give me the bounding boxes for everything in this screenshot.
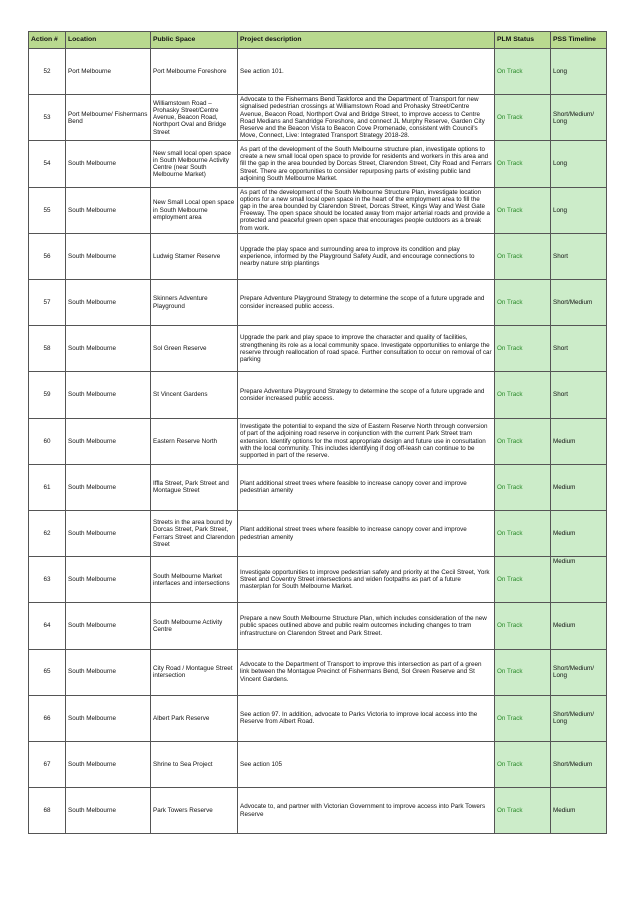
table-row bbox=[29, 233, 607, 279]
action-number-cell: 61 bbox=[29, 464, 66, 510]
public-space-cell: Williamstown Road – Prohasky Street/Centre Avenue, Beacon Road, Northport Oval and Bridge Street bbox=[151, 95, 238, 141]
action-number-cell: 57 bbox=[29, 280, 66, 326]
description-cell: Advocate to the Department of Transport to improve this intersection as part of a green link between the Montague Precinct of Fishermans Bend, Sol Green Reserve and St Vincent Gardens. bbox=[238, 649, 495, 695]
public-space-cell: City Road / Montague Street intersection bbox=[151, 649, 238, 695]
plm-status-cell: On Track bbox=[495, 510, 551, 556]
table-row bbox=[29, 510, 607, 556]
table-row bbox=[29, 280, 607, 326]
action-number-cell: 56 bbox=[29, 233, 66, 279]
public-space-cell: Sol Green Reserve bbox=[151, 326, 238, 372]
header-location: Location bbox=[66, 32, 151, 49]
description-cell: Upgrade the park and play space to improve the character and quality of facilities, strengthening its role as a local community space. Investigate opportunities to enlarge the reserve through reallocation of road space. Further consultation to occur on removal of car parking bbox=[238, 326, 495, 372]
table-row bbox=[29, 464, 607, 510]
description-cell: As part of the development of the South Melbourne structure plan, investigate options to create a new small local open space to provide for residents and workers in this area and fill the gap in the area bounded by Dorcas Street, Clarendon Street, City Road and Ferrars Street. There are opportunities to consider repurposing parts of existing public land adjoining South Melbourne Market. bbox=[238, 141, 495, 187]
description-cell: Investigate the potential to expand the size of Eastern Reserve North through conversion of part of the adjoining road reserve in conjunction with the current Park Street tram extension. Identify options for the most appropriate design and future use in consultation with the local community. This includes identifying if dog off-leash can continue to be supported in part of the reserve. bbox=[238, 418, 495, 464]
plm-status-cell: On Track bbox=[495, 788, 551, 834]
action-number-cell: 55 bbox=[29, 187, 66, 233]
public-space-cell: New small local open space in South Melbourne Activity Centre (near South Melbourne Market) bbox=[151, 141, 238, 187]
table-row bbox=[29, 141, 607, 187]
public-space-cell: Iffla Street, Park Street and Montague Street bbox=[151, 464, 238, 510]
description-cell: Prepare a new South Melbourne Structure Plan, which includes consideration of the new public spaces outlined above and public realm outcomes including changes to tram infrastructure on Clarendon Street and Park Street. bbox=[238, 603, 495, 649]
plm-status-cell: On Track bbox=[495, 464, 551, 510]
header-description: Project description bbox=[238, 32, 495, 49]
description-cell: See action 97. In addition, advocate to Parks Victoria to improve local access into the Reserve from Albert Road. bbox=[238, 695, 495, 741]
table-row bbox=[29, 187, 607, 233]
plm-status-cell: On Track bbox=[495, 372, 551, 418]
header-plm-status: PLM Status bbox=[495, 32, 551, 49]
public-space-cell: Skinners Adventure Playground bbox=[151, 280, 238, 326]
location-cell: South Melbourne bbox=[66, 695, 151, 741]
action-number-cell: 58 bbox=[29, 326, 66, 372]
action-number-cell: 59 bbox=[29, 372, 66, 418]
table-row bbox=[29, 741, 607, 787]
description-cell: Advocate to, and partner with Victorian Government to improve access into Park Towers Reserve bbox=[238, 788, 495, 834]
table-row bbox=[29, 603, 607, 649]
location-cell: South Melbourne bbox=[66, 280, 151, 326]
description-cell: Upgrade the play space and surrounding area to improve its condition and play experience, informed by the Playground Safety Audit, and encourage connections to nearby nature strip plantings bbox=[238, 233, 495, 279]
public-space-cell: Port Melbourne Foreshore bbox=[151, 49, 238, 95]
table-row bbox=[29, 49, 607, 95]
plm-status-cell: On Track bbox=[495, 280, 551, 326]
action-number-cell: 63 bbox=[29, 557, 66, 603]
pss-timeline-cell: Medium bbox=[551, 788, 607, 834]
pss-timeline-cell: Long bbox=[551, 141, 607, 187]
plm-status-cell: On Track bbox=[495, 418, 551, 464]
action-number-cell: 67 bbox=[29, 741, 66, 787]
pss-timeline-cell: Medium bbox=[551, 418, 607, 464]
pss-timeline-cell: Short/Medium bbox=[551, 280, 607, 326]
location-cell: South Melbourne bbox=[66, 187, 151, 233]
pss-timeline-cell: Short/Medium/ Long bbox=[551, 95, 607, 141]
location-cell: South Melbourne bbox=[66, 233, 151, 279]
pss-timeline-cell: Long bbox=[551, 49, 607, 95]
public-space-cell: Ludwig Stamer Reserve bbox=[151, 233, 238, 279]
public-space-cell: Albert Park Reserve bbox=[151, 695, 238, 741]
action-number-cell: 53 bbox=[29, 95, 66, 141]
table-row bbox=[29, 418, 607, 464]
pss-timeline-cell: Short bbox=[551, 326, 607, 372]
plm-status-cell: On Track bbox=[495, 326, 551, 372]
description-cell: Advocate to the Fishermans Bend Taskforce and the Department of Transport for new signalised pedestrian crossings at Williamstown Road and Prohasky Street/Centre Avenue, Beacon Road, Northport Oval and Bridge Street, to improve access to Centre Road Medians and Sandridge Foreshore, and connect JL Murphy Reserve, Garden City Reserve and the Beacon Vista to Beacon Cove Promenade, consistent with Council's Move, Connect, Live: Integrated Transport Strategy 2018-28. bbox=[238, 95, 495, 141]
plm-status-cell: On Track bbox=[495, 187, 551, 233]
plm-status-cell: On Track bbox=[495, 603, 551, 649]
pss-timeline-cell: Medium bbox=[551, 510, 607, 556]
plm-status-cell: On Track bbox=[495, 741, 551, 787]
actions-table bbox=[28, 31, 607, 834]
location-cell: South Melbourne bbox=[66, 464, 151, 510]
location-cell: Port Melbourne bbox=[66, 49, 151, 95]
description-cell: Prepare Adventure Playground Strategy to determine the scope of a future upgrade and consider increased public access. bbox=[238, 280, 495, 326]
plm-status-cell: On Track bbox=[495, 49, 551, 95]
description-cell: Prepare Adventure Playground Strategy to determine the scope of a future upgrade and consider increased public access. bbox=[238, 372, 495, 418]
table-row bbox=[29, 372, 607, 418]
location-cell: South Melbourne bbox=[66, 788, 151, 834]
location-cell: Port Melbourne/ Fishermans Bend bbox=[66, 95, 151, 141]
location-cell: South Melbourne bbox=[66, 603, 151, 649]
public-space-cell: Eastern Reserve North bbox=[151, 418, 238, 464]
table-row bbox=[29, 695, 607, 741]
pss-timeline-cell: Long bbox=[551, 187, 607, 233]
action-number-cell: 65 bbox=[29, 649, 66, 695]
public-space-cell: Shrine to Sea Project bbox=[151, 741, 238, 787]
plm-status-cell: On Track bbox=[495, 95, 551, 141]
table-row bbox=[29, 95, 607, 141]
header-public-space: Public Space bbox=[151, 32, 238, 49]
public-space-cell: Streets in the area bound by Dorcas Street, Park Street, Ferrars Street and Clarendon Street bbox=[151, 510, 238, 556]
location-cell: South Melbourne bbox=[66, 418, 151, 464]
description-cell: Plant additional street trees where feasible to increase canopy cover and improve pedestrian amenity bbox=[238, 510, 495, 556]
plm-status-cell: On Track bbox=[495, 233, 551, 279]
pss-timeline-cell: Short/Medium/ Long bbox=[551, 695, 607, 741]
plm-status-cell: On Track bbox=[495, 141, 551, 187]
action-number-cell: 64 bbox=[29, 603, 66, 649]
action-number-cell: 68 bbox=[29, 788, 66, 834]
pss-timeline-cell: Short bbox=[551, 372, 607, 418]
description-cell: As part of the development of the South Melbourne Structure Plan, investigate location options for a new small local open space in the heart of the employment area to fill the gap in the area bounded by Clarendon Street, Dorcas Street, Kings Way and West Gate Freeway. The open space should be located away from major arterial roads and provide a protected and peaceful green open space that encourages people outdoors as a break from work. bbox=[238, 187, 495, 233]
pss-timeline-cell: Medium bbox=[551, 464, 607, 510]
description-cell: Plant additional street trees where feasible to increase canopy cover and improve pedestrian amenity bbox=[238, 464, 495, 510]
pss-timeline-cell: Short/Medium/ Long bbox=[551, 649, 607, 695]
pss-timeline-cell: Medium bbox=[551, 557, 607, 603]
plm-status-cell: On Track bbox=[495, 649, 551, 695]
plm-status-cell: On Track bbox=[495, 695, 551, 741]
table-row bbox=[29, 326, 607, 372]
table-row bbox=[29, 788, 607, 834]
description-cell: Investigate opportunities to improve pedestrian safety and priority at the Cecil Street, York Street and Coventry Street intersections and widen footpaths as part of a future masterplan for South Melbourne Market. bbox=[238, 557, 495, 603]
header-pss-timeline: PSS Timeline bbox=[551, 32, 607, 49]
description-cell: See action 101. bbox=[238, 49, 495, 95]
pss-timeline-cell: Medium bbox=[551, 603, 607, 649]
location-cell: South Melbourne bbox=[66, 741, 151, 787]
header-row bbox=[29, 32, 607, 49]
action-number-cell: 54 bbox=[29, 141, 66, 187]
location-cell: South Melbourne bbox=[66, 557, 151, 603]
pss-timeline-cell: Short/Medium bbox=[551, 741, 607, 787]
location-cell: South Melbourne bbox=[66, 649, 151, 695]
public-space-cell: South Melbourne Market interfaces and intersections bbox=[151, 557, 238, 603]
public-space-cell: South Melbourne Activity Centre bbox=[151, 603, 238, 649]
description-cell: See action 105 bbox=[238, 741, 495, 787]
action-number-cell: 62 bbox=[29, 510, 66, 556]
action-number-cell: 66 bbox=[29, 695, 66, 741]
location-cell: South Melbourne bbox=[66, 372, 151, 418]
table-row bbox=[29, 557, 607, 603]
location-cell: South Melbourne bbox=[66, 326, 151, 372]
plm-status-cell: On Track bbox=[495, 557, 551, 603]
action-number-cell: 60 bbox=[29, 418, 66, 464]
public-space-cell: St Vincent Gardens bbox=[151, 372, 238, 418]
header-action: Action # bbox=[29, 32, 66, 49]
action-number-cell: 52 bbox=[29, 49, 66, 95]
public-space-cell: New Small Local open space in South Melbourne employment area bbox=[151, 187, 238, 233]
pss-timeline-cell: Short bbox=[551, 233, 607, 279]
location-cell: South Melbourne bbox=[66, 510, 151, 556]
public-space-cell: Park Towers Reserve bbox=[151, 788, 238, 834]
location-cell: South Melbourne bbox=[66, 141, 151, 187]
table-row bbox=[29, 649, 607, 695]
